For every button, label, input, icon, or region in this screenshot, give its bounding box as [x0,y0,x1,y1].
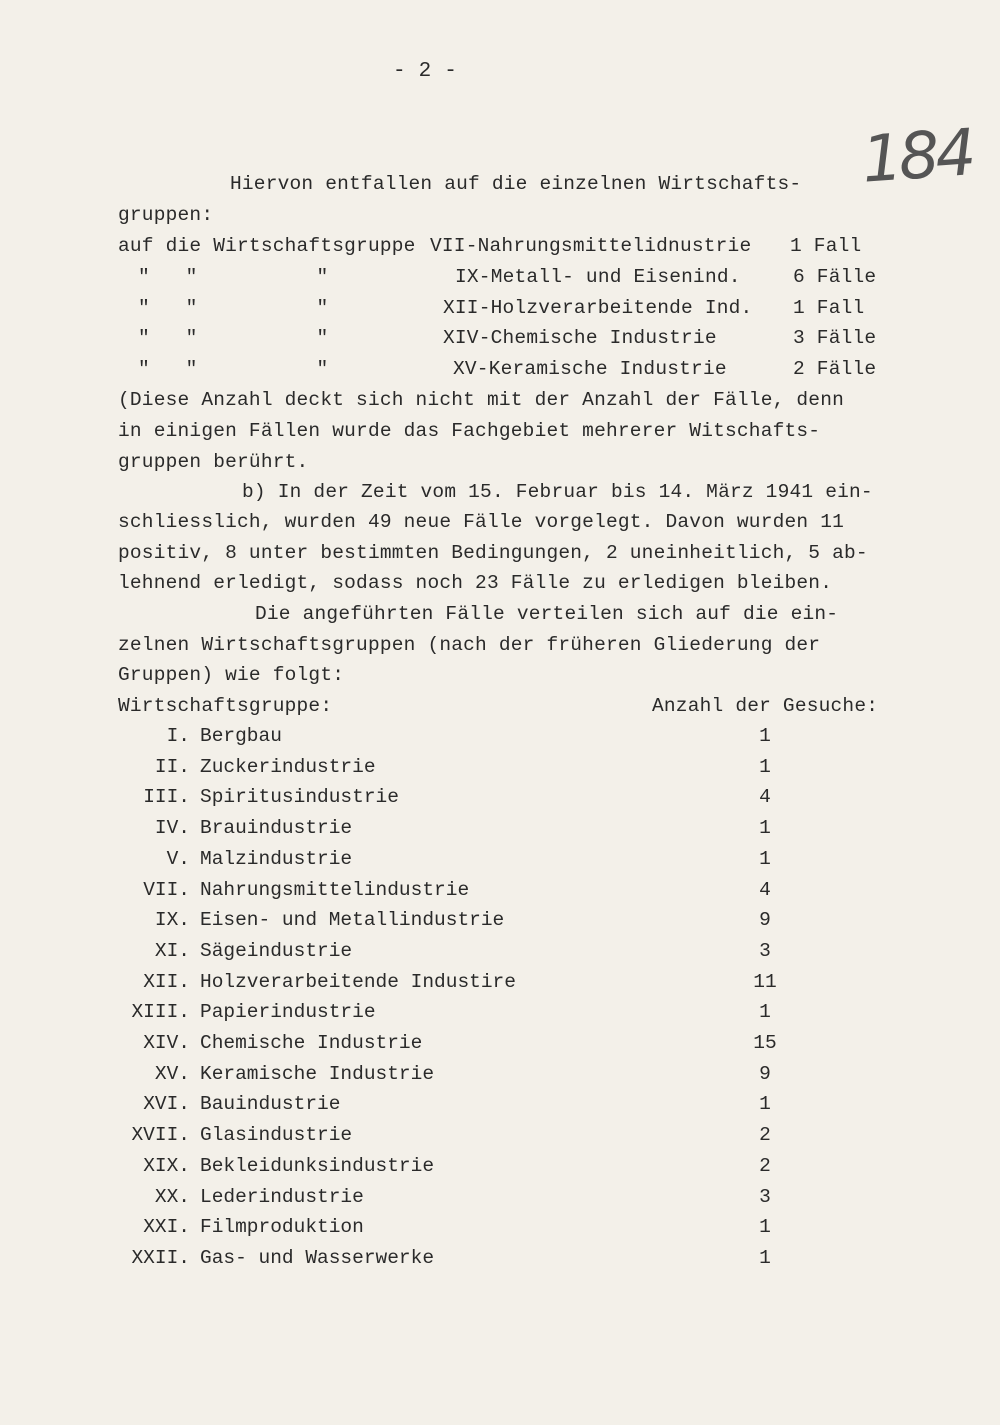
row-count: 3 [759,1186,771,1208]
row-roman-numeral: XIX. [143,1155,190,1177]
group-a-count: 1 Fall [790,235,862,257]
row-roman-numeral: IV. [154,817,190,839]
row-group-name: Eisen- und Metallindustrie [200,909,505,931]
row-roman-numeral: XXII. [131,1247,190,1269]
group-a-count: 1 Fall [793,297,865,319]
row-count: 1 [759,1001,771,1023]
group-a-count: 3 Fälle [793,327,877,349]
row-group-name: Bauindustrie [200,1093,341,1115]
row-count: 3 [759,940,771,962]
row-count: 11 [753,971,777,993]
page-number: - 2 - [393,60,458,83]
row-group-name: Bekleidunksindustrie [200,1155,435,1177]
row-group-name: Brauindustrie [200,817,353,839]
row-group-name: Spiritusindustrie [200,786,399,808]
row-count: 1 [759,1216,771,1238]
group-a-name: XV-Keramische Industrie [453,358,727,380]
row-count: 1 [759,725,771,747]
row-group-name: Zuckerindustrie [200,756,376,778]
row-group-name: Papierindustrie [200,1001,376,1023]
row-count: 9 [759,1063,771,1085]
handwritten-folio-number: 184 [859,116,975,198]
row-count: 1 [759,1247,771,1269]
table-header-group: Wirtschaftsgruppe: [118,695,333,717]
row-count: 15 [753,1032,777,1054]
paragraph-c-line-3: Gruppen) wie folgt: [118,664,345,686]
paragraph-b-line-2: schliesslich, wurden 49 neue Fälle vorgelegt. Davon wurden 11 [118,511,845,533]
row-roman-numeral: I. [166,725,190,747]
row-roman-numeral: XIV. [143,1032,190,1054]
row-group-name: Holzverarbeitende Industire [200,971,516,993]
paragraph-b-line-1: b) In der Zeit vom 15. Februar bis 14. März 1941 ein- [242,481,873,503]
group-a-name: IX-Metall- und Eisenind. [455,266,741,288]
group-a-name: XIV-Chemische Industrie [443,327,717,349]
row-roman-numeral: III. [143,786,190,808]
intro-line-1: Hiervon entfallen auf die einzelnen Wirtschafts- [230,173,802,195]
group-a-prefix: auf die Wirtschaftsgruppe [118,235,416,257]
row-group-name: Filmproduktion [200,1216,364,1238]
group-a-prefix: " " " [138,358,329,380]
row-count: 4 [759,786,771,808]
row-count: 1 [759,756,771,778]
paragraph-c-line-1: Die angeführten Fälle verteilen sich auf die ein- [255,603,839,625]
paragraph-b-line-3: positiv, 8 unter bestimmten Bedingungen, 2 uneinheitlich, 5 ab- [118,542,868,564]
row-group-name: Lederindustrie [200,1186,364,1208]
row-count: 4 [759,879,771,901]
row-count: 1 [759,848,771,870]
group-a-count: 6 Fälle [793,266,877,288]
row-roman-numeral: IX. [154,909,190,931]
row-group-name: Bergbau [200,725,282,747]
group-a-name: VII-Nahrungsmittelidnustrie [430,235,752,257]
row-group-name: Keramische Industrie [200,1063,435,1085]
row-count: 2 [759,1124,771,1146]
row-group-name: Chemische Industrie [200,1032,423,1054]
group-a-prefix: " " " [138,266,329,288]
row-roman-numeral: XV. [154,1063,190,1085]
row-roman-numeral: XII. [143,971,190,993]
row-group-name: Gas- und Wasserwerke [200,1247,435,1269]
row-group-name: Sägeindustrie [200,940,353,962]
row-roman-numeral: XXI. [143,1216,190,1238]
row-count: 9 [759,909,771,931]
row-roman-numeral: XVI. [143,1093,190,1115]
intro-line-2: gruppen: [118,204,214,226]
row-group-name: Glasindustrie [200,1124,353,1146]
note-line-3: gruppen berührt. [118,451,309,473]
group-a-prefix: " " " [138,327,329,349]
row-group-name: Nahrungsmittelindustrie [200,879,470,901]
row-count: 2 [759,1155,771,1177]
row-roman-numeral: XVII. [131,1124,190,1146]
row-roman-numeral: XI. [154,940,190,962]
row-roman-numeral: II. [154,756,190,778]
row-count: 1 [759,817,771,839]
row-roman-numeral: XX. [154,1186,190,1208]
row-roman-numeral: V. [166,848,190,870]
row-count: 1 [759,1093,771,1115]
note-line-1: (Diese Anzahl deckt sich nicht mit der Anzahl der Fälle, denn [118,389,845,411]
group-a-name: XII-Holzverarbeitende Ind. [443,297,753,319]
group-a-prefix: " " " [138,297,329,319]
note-line-2: in einigen Fällen wurde das Fachgebiet mehrerer Witschafts- [118,420,821,442]
row-group-name: Malzindustrie [200,848,353,870]
group-a-count: 2 Fälle [793,358,877,380]
row-roman-numeral: XIII. [131,1001,190,1023]
table-header-count: Anzahl der Gesuche: [652,695,879,717]
paragraph-b-line-4: lehnend erledigt, sodass noch 23 Fälle zu erledigen bleiben. [118,572,833,594]
paragraph-c-line-2: zelnen Wirtschaftsgruppen (nach der früheren Gliederung der [118,634,821,656]
row-roman-numeral: VII. [143,879,190,901]
